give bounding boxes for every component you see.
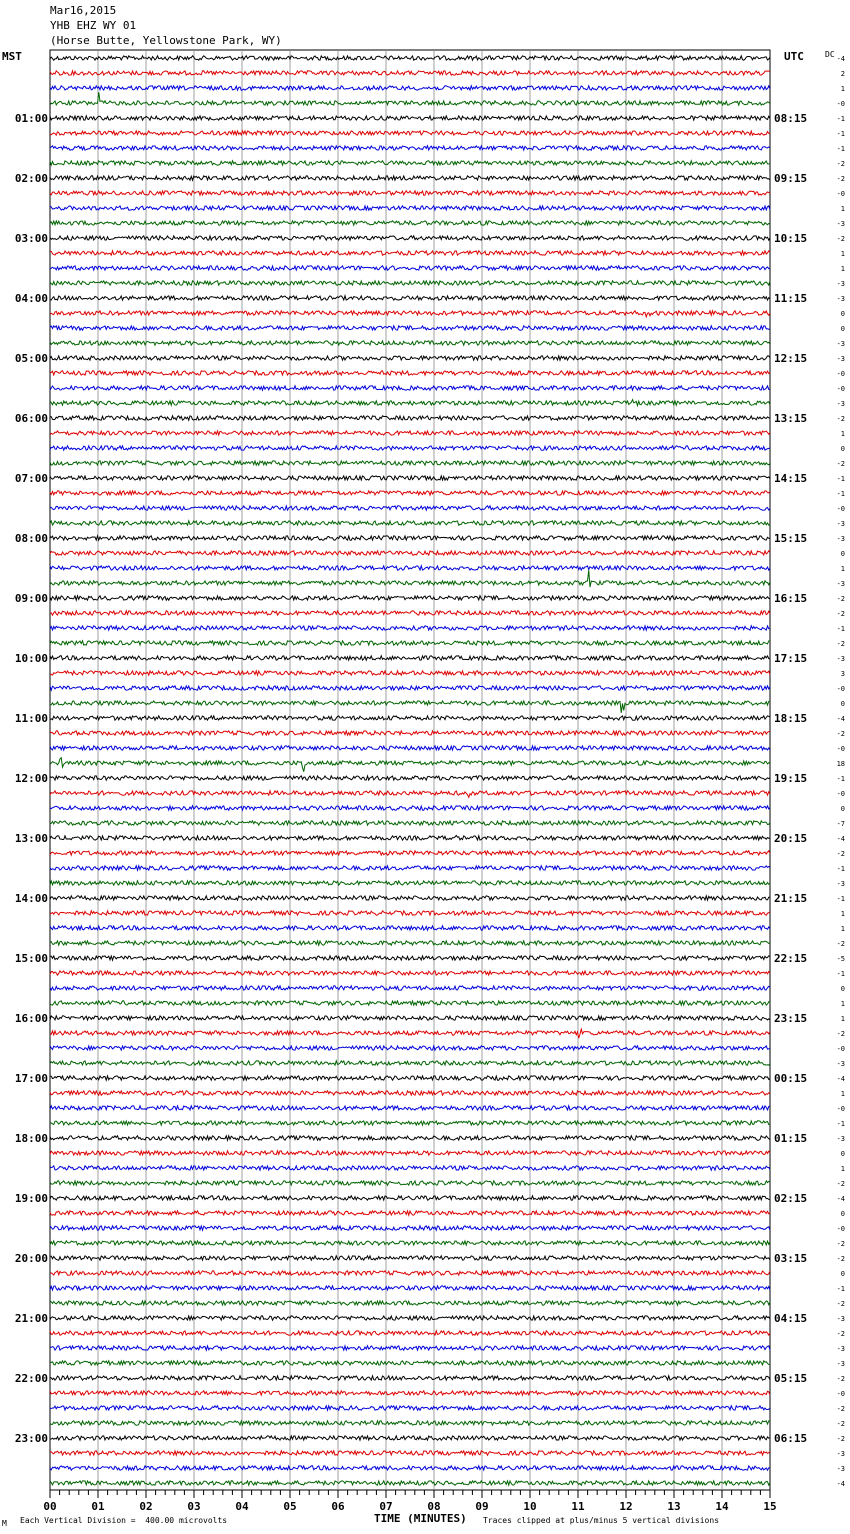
dc-offset-value: -2 (836, 1180, 845, 1188)
trace-row (50, 566, 770, 570)
trace-row (50, 416, 770, 420)
trace-row (50, 221, 770, 225)
dc-offset-value: -0 (836, 790, 845, 798)
dc-offset-value: -2 (836, 235, 845, 243)
x-tick-label: 11 (571, 1500, 585, 1513)
dc-offset-value: 2 (840, 70, 845, 78)
trace-row (50, 956, 770, 960)
dc-offset-value: -2 (836, 415, 845, 423)
trace-row (50, 236, 770, 240)
dc-offset-value: 18 (836, 760, 845, 768)
dc-offset-value: -4 (836, 55, 845, 63)
dc-offset-value: -2 (836, 1435, 845, 1443)
trace-row (50, 446, 770, 450)
trace-row (50, 758, 770, 772)
trace-row (50, 1181, 770, 1185)
dc-offset-value: -2 (836, 595, 845, 603)
x-tick-label: 05 (283, 1500, 297, 1513)
left-hour-label: 23:00 (14, 1432, 48, 1445)
trace-row (50, 746, 770, 750)
dc-offset-value: 1 (840, 265, 845, 273)
x-tick-label: 01 (91, 1500, 105, 1513)
dc-offset-value: -0 (836, 100, 845, 108)
dc-offset-value: -2 (836, 1300, 845, 1308)
dc-offset-value: -0 (836, 385, 845, 393)
trace-row (50, 461, 770, 465)
dc-offset-value: 3 (840, 670, 845, 678)
trace-row (50, 716, 770, 720)
dc-offset-value: -2 (836, 1330, 845, 1338)
dc-offset-value: -0 (836, 370, 845, 378)
trace-row (50, 431, 770, 435)
dc-offset-value: 1 (840, 250, 845, 258)
dc-offset-value: -1 (836, 1285, 845, 1293)
trace-row (50, 326, 770, 330)
left-hour-label: 04:00 (14, 292, 48, 305)
dc-offset-value: -1 (836, 775, 845, 783)
x-tick-label: 07 (379, 1500, 393, 1513)
dc-offset-value: 0 (840, 325, 845, 333)
trace-row (50, 400, 770, 406)
header-date: Mar16,2015 (50, 4, 117, 17)
trace-row (50, 386, 770, 390)
trace-row (50, 626, 770, 630)
trace-row (50, 296, 770, 300)
trace-row (50, 476, 770, 480)
trace-row (50, 536, 770, 540)
dc-offset-value: -2 (836, 160, 845, 168)
dc-offset-value: -3 (836, 355, 845, 363)
trace-row (50, 791, 770, 798)
trace-row (50, 1076, 770, 1080)
right-hour-label: 06:15 (774, 1432, 808, 1445)
dc-column-label: DC (825, 50, 835, 59)
trace-row (50, 570, 770, 587)
trace-row (50, 191, 770, 195)
trace-row (50, 1196, 770, 1200)
trace-row (50, 1151, 770, 1155)
trace-row (50, 1136, 770, 1140)
left-hour-label: 14:00 (14, 892, 48, 905)
dc-offset-value: -4 (836, 715, 845, 723)
dc-offset-value: -7 (836, 820, 845, 828)
dc-offset-value: -1 (836, 475, 845, 483)
trace-row (50, 1166, 770, 1170)
dc-offset-value: 0 (840, 985, 845, 993)
trace-row (50, 656, 770, 660)
right-hour-label: 03:15 (774, 1252, 808, 1265)
trace-row (50, 686, 770, 690)
dc-offset-value: -3 (836, 520, 845, 528)
trace-row (50, 986, 770, 990)
dc-offset-value: -1 (836, 970, 845, 978)
x-tick-label: 12 (619, 1500, 633, 1513)
dc-offset-value: -0 (836, 685, 845, 693)
x-tick-label: 03 (187, 1500, 201, 1513)
trace-row (50, 521, 770, 525)
right-hour-label: 05:15 (774, 1372, 808, 1385)
trace-row (50, 1016, 770, 1020)
left-hour-label: 16:00 (14, 1012, 48, 1025)
trace-row (50, 1301, 770, 1305)
right-hour-label: 16:15 (774, 592, 808, 605)
trace-row (50, 506, 770, 510)
trace-row (50, 311, 770, 317)
dc-offset-value: 1 (840, 1015, 845, 1023)
trace-row (50, 176, 770, 180)
trace-row (50, 1316, 770, 1320)
x-tick-label: 08 (427, 1500, 441, 1513)
right-hour-label: 14:15 (774, 472, 808, 485)
x-tick-label: 02 (139, 1500, 153, 1513)
dc-offset-value: -1 (836, 130, 845, 138)
dc-offset-value: -0 (836, 1225, 845, 1233)
left-hour-label: 01:00 (14, 112, 48, 125)
dc-offset-value: -5 (836, 955, 845, 963)
left-hour-label: 02:00 (14, 172, 48, 185)
dc-offset-value: -2 (836, 850, 845, 858)
trace-row (50, 1211, 770, 1215)
dc-offset-value: 1 (840, 565, 845, 573)
dc-offset-value: -3 (836, 280, 845, 288)
trace-row (50, 1406, 770, 1410)
trace-row (50, 266, 770, 270)
dc-offset-value: -3 (836, 1315, 845, 1323)
dc-offset-value: 1 (840, 1000, 845, 1008)
trace-row (50, 341, 770, 345)
trace-row (50, 1436, 770, 1440)
dc-offset-value: 1 (840, 925, 845, 933)
dc-offset-value: -4 (836, 835, 845, 843)
left-hour-label: 21:00 (14, 1312, 48, 1325)
x-tick-label: 09 (475, 1500, 489, 1513)
dc-offset-value: -2 (836, 1375, 845, 1383)
dc-offset-value: 0 (840, 1270, 845, 1278)
right-hour-label: 23:15 (774, 1012, 808, 1025)
dc-offset-value: 0 (840, 1150, 845, 1158)
trace-row (50, 1061, 770, 1065)
dc-offset-value: 1 (840, 85, 845, 93)
dc-offset-value: -2 (836, 730, 845, 738)
trace-row (50, 776, 770, 780)
dc-offset-value: -3 (836, 655, 845, 663)
left-hour-label: 18:00 (14, 1132, 48, 1145)
trace-row (50, 1376, 770, 1380)
right-hour-label: 08:15 (774, 112, 808, 125)
x-tick-label: 10 (523, 1500, 537, 1513)
left-hour-label: 07:00 (14, 472, 48, 485)
trace-row (50, 641, 770, 645)
x-tick-label: 15 (763, 1500, 777, 1513)
left-hour-label: 03:00 (14, 232, 48, 245)
right-hour-label: 20:15 (774, 832, 808, 845)
trace-row (50, 881, 770, 885)
trace-row (50, 251, 770, 255)
dc-offset-value: -3 (836, 400, 845, 408)
trace-row (50, 1046, 770, 1050)
trace-row (50, 866, 770, 870)
trace-row (50, 131, 770, 135)
clip-note: Traces clipped at plus/minus 5 vertical divisions (483, 1516, 720, 1525)
dc-offset-value: -1 (836, 115, 845, 123)
x-tick-label: 13 (667, 1500, 681, 1513)
left-hour-label: 06:00 (14, 412, 48, 425)
dc-offset-value: -1 (836, 865, 845, 873)
trace-row (50, 731, 770, 735)
trace-row (50, 161, 770, 165)
trace-row (50, 1029, 770, 1038)
dc-offset-value: -1 (836, 895, 845, 903)
dc-offset-value: -2 (836, 460, 845, 468)
dc-offset-value: 1 (840, 205, 845, 213)
dc-offset-value: -3 (836, 1465, 845, 1473)
trace-row (50, 71, 770, 75)
trace-row (50, 1481, 770, 1485)
right-hour-label: 13:15 (774, 412, 808, 425)
dc-offset-value: -1 (836, 1120, 845, 1128)
dc-offset-value: -1 (836, 145, 845, 153)
left-hour-label: 17:00 (14, 1072, 48, 1085)
left-hour-label: 13:00 (14, 832, 48, 845)
dc-offset-value: -0 (836, 745, 845, 753)
trace-row (50, 1121, 770, 1125)
trace-row (50, 851, 770, 855)
dc-offset-value: -3 (836, 1360, 845, 1368)
right-hour-label: 17:15 (774, 652, 808, 665)
dc-offset-value: -3 (836, 880, 845, 888)
dc-offset-value: 1 (840, 910, 845, 918)
dc-offset-value: -0 (836, 1045, 845, 1053)
dc-offset-value: -2 (836, 1240, 845, 1248)
trace-row (50, 146, 770, 150)
dc-offset-value: -2 (836, 1255, 845, 1263)
left-hour-label: 09:00 (14, 592, 48, 605)
dc-offset-value: -3 (836, 340, 845, 348)
header-location: (Horse Butte, Yellowstone Park, WY) (50, 34, 282, 47)
dc-offset-value: 1 (840, 430, 845, 438)
dc-offset-value: -2 (836, 640, 845, 648)
left-hour-label: 10:00 (14, 652, 48, 665)
dc-offset-value: -2 (836, 940, 845, 948)
trace-row (50, 971, 770, 975)
left-hour-label: 05:00 (14, 352, 48, 365)
x-tick-label: 14 (715, 1500, 729, 1513)
trace-row (50, 911, 770, 915)
left-hour-label: 11:00 (14, 712, 48, 725)
left-hour-label: 19:00 (14, 1192, 48, 1205)
trace-row (50, 491, 770, 495)
trace-row (50, 1361, 770, 1365)
trace-row (50, 551, 770, 555)
right-hour-label: 01:15 (774, 1132, 808, 1145)
left-hour-label: 22:00 (14, 1372, 48, 1385)
trace-row (50, 1466, 770, 1470)
trace-row (50, 1391, 770, 1395)
trace-row (50, 206, 770, 210)
left-hour-label: 20:00 (14, 1252, 48, 1265)
trace-row (50, 671, 770, 675)
dc-offset-value: 0 (840, 310, 845, 318)
dc-offset-value: -1 (836, 625, 845, 633)
dc-offset-value: 0 (840, 1210, 845, 1218)
right-hour-label: 09:15 (774, 172, 808, 185)
dc-offset-value: 0 (840, 550, 845, 558)
trace-row (50, 926, 770, 930)
dc-offset-value: -4 (836, 1195, 845, 1203)
dc-offset-value: -2 (836, 175, 845, 183)
trace-row (50, 281, 770, 285)
trace-row (50, 56, 770, 60)
dc-offset-value: -2 (836, 1030, 845, 1038)
trace-row (50, 1271, 770, 1275)
trace-row (50, 611, 770, 615)
right-hour-label: 19:15 (774, 772, 808, 785)
right-hour-label: 21:15 (774, 892, 808, 905)
right-hour-label: 11:15 (774, 292, 808, 305)
trace-row (50, 356, 770, 360)
dc-offset-value: -0 (836, 1105, 845, 1113)
scale-note: Each Vertical Division = 400.00 microvolts (20, 1516, 228, 1525)
dc-offset-value: -2 (836, 1405, 845, 1413)
dc-offset-value: -0 (836, 505, 845, 513)
trace-row (50, 1451, 770, 1455)
dc-offset-value: -3 (836, 535, 845, 543)
trace-row (50, 86, 770, 90)
x-axis-title: TIME (MINUTES) (374, 1512, 467, 1525)
dc-offset-value: -3 (836, 1345, 845, 1353)
right-timezone-label: UTC (784, 50, 804, 63)
trace-row (50, 896, 770, 900)
left-hour-label: 12:00 (14, 772, 48, 785)
right-hour-label: 10:15 (774, 232, 808, 245)
right-hour-label: 00:15 (774, 1072, 808, 1085)
dc-offset-value: -4 (836, 1480, 845, 1488)
trace-row (50, 701, 770, 713)
trace-row (50, 941, 770, 945)
right-hour-label: 18:15 (774, 712, 808, 725)
right-hour-label: 22:15 (774, 952, 808, 965)
trace-row (50, 1256, 770, 1260)
dc-offset-value: -3 (836, 295, 845, 303)
dc-offset-value: -2 (836, 610, 845, 618)
trace-row (50, 1286, 770, 1290)
left-hour-label: 08:00 (14, 532, 48, 545)
trace-row (50, 1001, 770, 1005)
dc-offset-value: -3 (836, 580, 845, 588)
dc-offset-value: 1 (840, 1090, 845, 1098)
x-tick-label: 00 (43, 1500, 57, 1513)
left-timezone-label: MST (2, 50, 22, 63)
trace-row (50, 1091, 770, 1095)
trace-row (50, 1226, 770, 1230)
trace-row (50, 1106, 770, 1110)
right-hour-label: 04:15 (774, 1312, 808, 1325)
dc-offset-value: 0 (840, 700, 845, 708)
dc-offset-value: -0 (836, 1390, 845, 1398)
right-hour-label: 15:15 (774, 532, 808, 545)
trace-row (50, 821, 770, 825)
trace-row (50, 116, 770, 120)
trace-row (50, 371, 770, 375)
left-hour-label: 15:00 (14, 952, 48, 965)
corner-mark: M (2, 1519, 7, 1528)
dc-offset-value: -3 (836, 220, 845, 228)
x-tick-label: 04 (235, 1500, 249, 1513)
trace-row (50, 1241, 770, 1245)
trace-row (50, 1331, 770, 1335)
dc-offset-value: -3 (836, 1135, 845, 1143)
x-tick-label: 06 (331, 1500, 345, 1513)
dc-offset-value: -0 (836, 190, 845, 198)
dc-offset-value: 0 (840, 805, 845, 813)
trace-row (50, 835, 770, 840)
header-station: YHB EHZ WY 01 (50, 19, 137, 32)
dc-offset-value: -2 (836, 1420, 845, 1428)
trace-row (50, 596, 770, 600)
trace-row (50, 1346, 770, 1350)
trace-row (50, 806, 770, 810)
trace-row (50, 1421, 770, 1425)
dc-offset-value: -1 (836, 490, 845, 498)
right-hour-label: 12:15 (774, 352, 808, 365)
dc-offset-value: -3 (836, 1450, 845, 1458)
dc-offset-value: 0 (840, 445, 845, 453)
trace-row (50, 92, 770, 105)
dc-offset-value: -3 (836, 1060, 845, 1068)
dc-offset-value: -4 (836, 1075, 845, 1083)
right-hour-label: 02:15 (774, 1192, 808, 1205)
dc-offset-value: 1 (840, 1165, 845, 1173)
